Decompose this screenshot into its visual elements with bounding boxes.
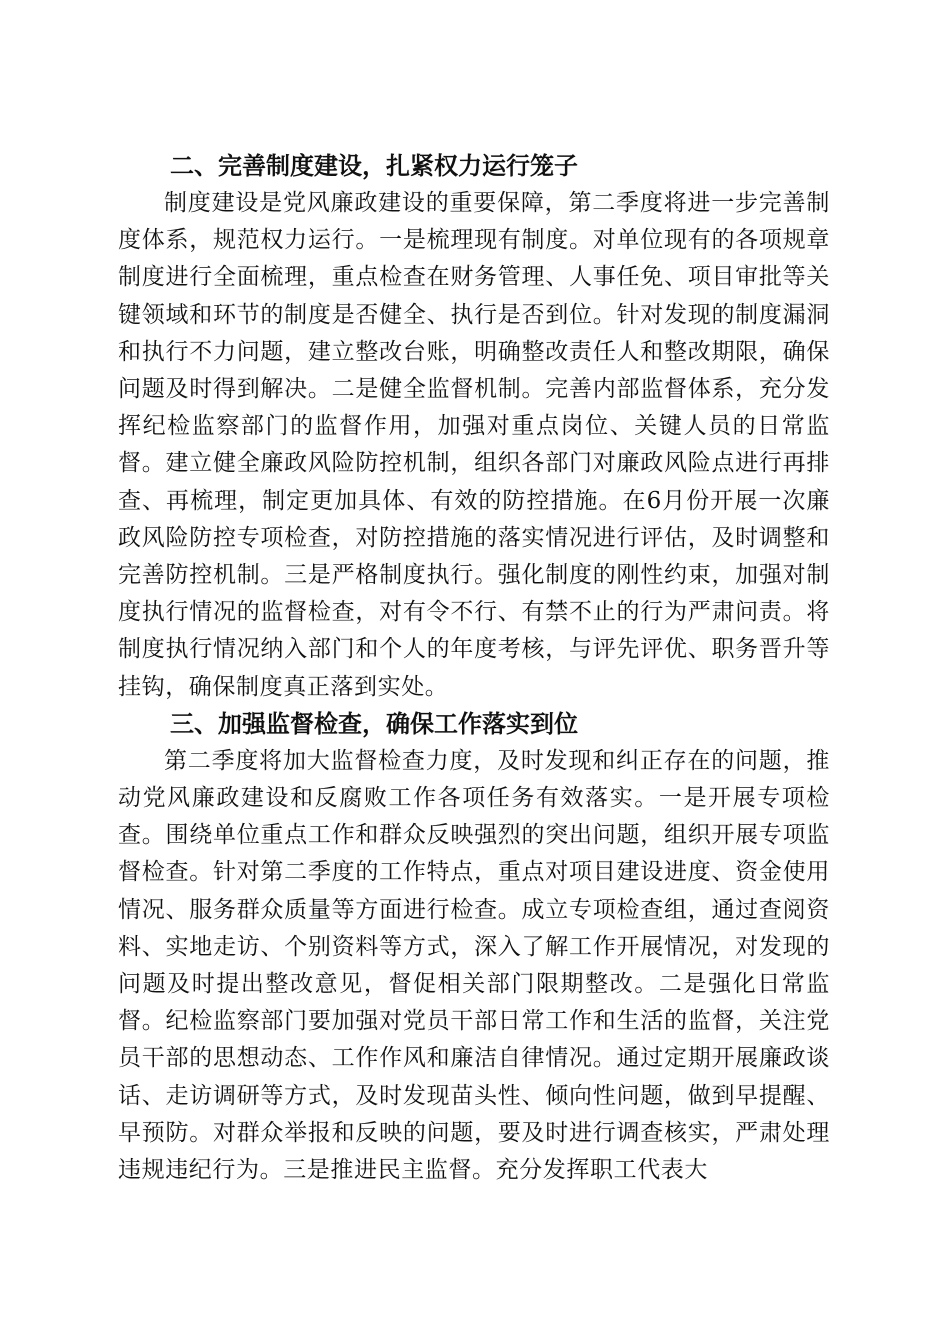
section-3-heading: 三、加强监督检查，确保工作落实到位 [170,709,578,738]
document-body [118,148,830,1189]
section-3-paragraph: 第二季度将加大监督检查力度，及时发现和纠正存在的问题，推动党风廉政建设和反腐败工作各项任务有效落实。一是开展专项检查。围绕单位重点工作和群众反映强烈的突出问题，组织开展专项监督检查。针对第二季度的工作特点，重点对项目建设进度、资金使用情况、服务群众质量等方面进行检查。成立专项检查组，通过查阅资料、实地走访、个别资料等方式，深入了解工作开展情况，对发现的问题及时提出整改意见，督促相关部门限期整改。二是强化日常监督。纪检监察部门要加强对党员干部日常工作和生活的监督，关注党员干部的思想动态、工作作风和廉洁自律情况。通过定期开展廉政谈话、走访调研等方式，及时发现苗头性、倾向性问题，做到早提醒、早预防。对群众举报和反映的问题，要及时进行调查核实，严肃处理违规违纪行为。三是推进民主监督。充分发挥职工代表大 [118,747,830,1184]
section-2-heading: 二、完善制度建设，扎紧权力运行笼子 [170,152,578,180]
section-2-paragraph: 制度建设是党风廉政建设的重要保障，第二季度将进一步完善制度体系，规范权力运行。一是梳理现有制度。对单位现有的各项规章制度进行全面梳理，重点检查在财务管理、人事任免、项目审批等关键领域和环节的制度是否健全、执行是否到位。针对发现的制度漏洞和执行不力问题，建立整改台账，明确整改责任人和整改期限，确保问题及时得到解决。二是健全监督机制。完善内部监督体系，充分发挥纪检监察部门的监督作用，加强对重点岗位、关键人员的日常监督。建立健全廉政风险防控机制，组织各部门对廉政风险点进行再排查、再梳理，制定更加具体、有效的防控措施。在6月份开展一次廉政风险防控专项检查，对防控措施的落实情况进行评估，及时调整和完善防控机制。三是严格制度执行。强化制度的刚性约束，加强对制度执行情况的监督检查，对有令不行、有禁不止的行为严肃问责。将制度执行情况纳入部门和个人的年度考核，与评先评优、职务晋升等挂钩，确保制度真正落到实处。 [118,190,830,700]
